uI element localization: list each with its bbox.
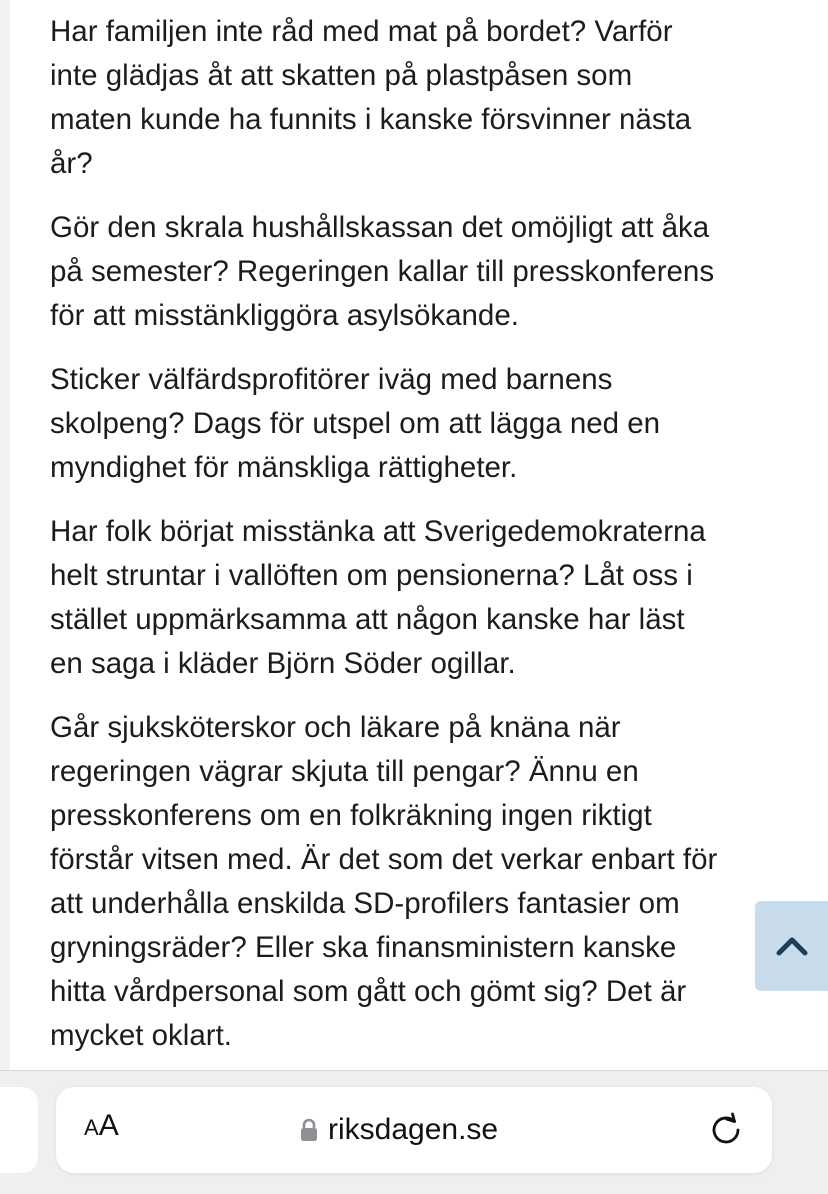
address-bar[interactable] — [56, 1087, 772, 1173]
browser-toolbar — [0, 1070, 828, 1194]
scroll-to-top-button[interactable] — [755, 901, 828, 991]
previous-tab-preview[interactable] — [0, 1087, 38, 1173]
text-size-large-label: A — [98, 1109, 119, 1142]
web-page — [10, 0, 828, 1070]
paragraph-5: Går sjuksköterskor och läkare på knäna när regeringen vägrar skjuta till pengar? Ännu en presskonferens om en folkräkning ingen riktigt förstår vitsen med. Är det som det verkar enbart för att underhålla enskilda SD-profilers fantasier om gryningsräder? Eller ska finansministern kanske hitta vårdpersonal som gått och gömt sig? Det är mycket oklart. — [50, 711, 718, 1052]
reload-icon[interactable] — [708, 1112, 744, 1148]
lock-icon — [300, 1118, 318, 1142]
paragraph-1: Har familjen inte råd med mat på bordet? Varför inte glädjas åt att skatten på plastpåsen som maten kunde ha funnits i kanske försvinner nästa år? — [50, 15, 692, 180]
url-display[interactable] — [300, 1110, 498, 1150]
chevron-up-icon — [775, 935, 809, 957]
text-size-small-label: A — [84, 1115, 99, 1140]
article-body — [50, 10, 790, 1070]
paragraph-3: Sticker välfärdsprofitörer iväg med barnens skolpeng? Dags för utspel om att lägga ned en myndighet för mänskliga rättigheter. — [50, 363, 661, 484]
paragraph-2: Gör den skrala hushållskassan det omöjligt att åka på semester? Regeringen kallar till presskonferens för att misstänkliggöra asylsökande. — [50, 211, 715, 332]
url-text: riksdagen.se — [328, 1113, 499, 1146]
text-size-button[interactable] — [84, 1109, 119, 1149]
paragraph-4: Har folk börjat misstänka att Sverigedemokraterna helt struntar i vallöften om pensionerna? Låt oss i stället uppmärksamma att någon kanske har läst en saga i kläder Björn Söder ogillar. — [50, 515, 706, 680]
